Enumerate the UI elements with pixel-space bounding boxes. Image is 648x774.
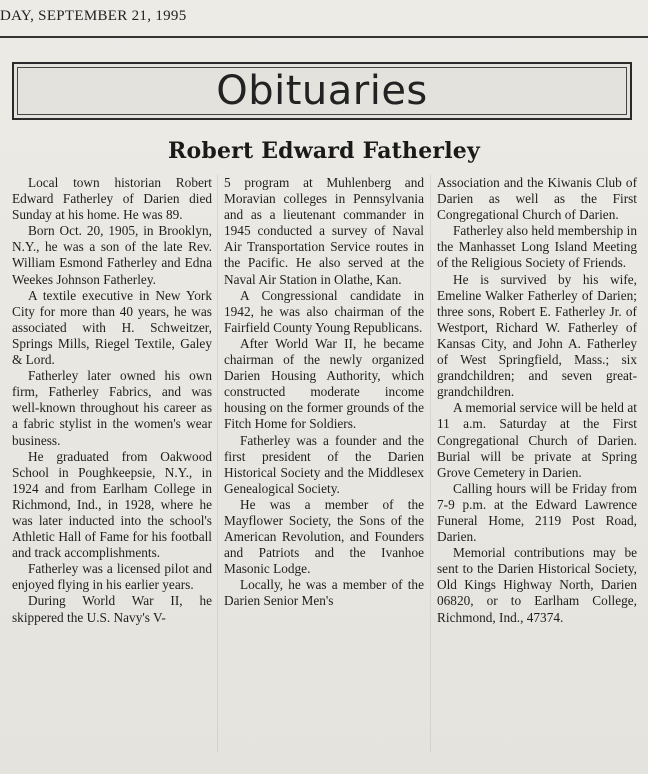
paragraph: Born Oct. 20, 1905, in Brooklyn, N.Y., he was a son of the late Rev. William Esmond Fatherley and Edna Weekes Johnson Fatherley.: [12, 223, 212, 287]
paragraph: Fatherley was a licensed pilot and enjoyed flying in his earlier years.: [12, 561, 212, 593]
obituary-headline: Robert Edward Fatherley: [168, 138, 480, 164]
paragraph: A Congressional candidate in 1942, he was also chairman of the Fairfield County Young Republicans.: [224, 287, 424, 335]
section-banner: [12, 62, 632, 120]
paragraph: Local town historian Robert Edward Fatherley of Darien died Sunday at his home. He was 89.: [12, 175, 212, 223]
paragraph: He is survived by his wife, Emeline Walker Fatherley of Darien; three sons, Robert E. Fatherley Jr. of Westport, Richard W. Fatherley of Kansas City, and John A. Fatherley of West Springfield, Mass.; six grandchildren; and seven great-grandchildren.: [437, 271, 637, 400]
paragraph: After World War II, he became chairman of the newly organized Darien Housing Authority, which constructed moderate income housing on the former grounds of the Fitch Home for Soldiers.: [224, 335, 424, 432]
paragraph: Fatherley later owned his own firm, Fatherley Fabrics, and was well-known throughout his career as a fabric stylist in the women's wear business.: [12, 368, 212, 448]
paragraph: He graduated from Oakwood School in Poughkeepsie, N.Y., in 1924 and from Earlham College in Richmond, Ind., in 1928, where he was later inducted into the school's Athletic Hall of Fame for his football and track accomplishments.: [12, 448, 212, 561]
paragraph: A textile executive in New York City for more than 40 years, he was associated with H. Schweitzer, Springs Mills, Riegel Textile, Galey & Lord.: [12, 287, 212, 368]
paragraph: He was a member of the Mayflower Society, the Sons of the American Revolution, and Founders and Patriots and the Ivanhoe Masonic Lodge.: [224, 496, 424, 577]
text-column-3: [437, 175, 637, 626]
paragraph: Locally, he was a member of the Darien Senior Men's: [224, 577, 424, 609]
column-gutter: [217, 175, 218, 752]
dateline: DAY, SEPTEMBER 21, 1995: [0, 8, 187, 24]
paragraph: Fatherley was a founder and the first president of the Darien Historical Society and the Middlesex Genealogical Society.: [224, 432, 424, 496]
paragraph-continued: Association and the Kiwanis Club of Darien as well as the First Congregational Church of Darien.: [437, 175, 637, 223]
paragraph: During World War II, he skippered the U.S. Navy's V-: [12, 593, 212, 625]
top-rule: [0, 36, 648, 38]
text-column-2: [224, 175, 424, 610]
paragraph: Calling hours will be Friday from 7-9 p.m. at the Edward Lawrence Funeral Home, 2119 Post Road, Darien.: [437, 480, 637, 545]
text-column-1: [12, 175, 212, 626]
column-gutter: [430, 175, 431, 752]
paragraph: Memorial contributions may be sent to the Darien Historical Society, Old Kings Highway North, Darien 06820, or to Earlham College, Richmond, Ind., 47374.: [437, 545, 637, 625]
paragraph: A memorial service will be held at 11 a.m. Saturday at the First Congregational Church of Darien. Burial will be private at Spring Grove Cemetery in Darien.: [437, 400, 637, 480]
paragraph: Fatherley also held membership in the Manhasset Long Island Meeting of the Religious Society of Friends.: [437, 223, 637, 271]
section-title: Obituaries: [216, 68, 428, 114]
paragraph-continued: 5 program at Muhlenberg and Moravian colleges in Pennsylvania and as a lieutenant commander in 1945 conducted a survey of Naval Air Transportation Service routes in the Pacific. He also served at the Naval Air Station in Olathe, Kan.: [224, 175, 424, 287]
